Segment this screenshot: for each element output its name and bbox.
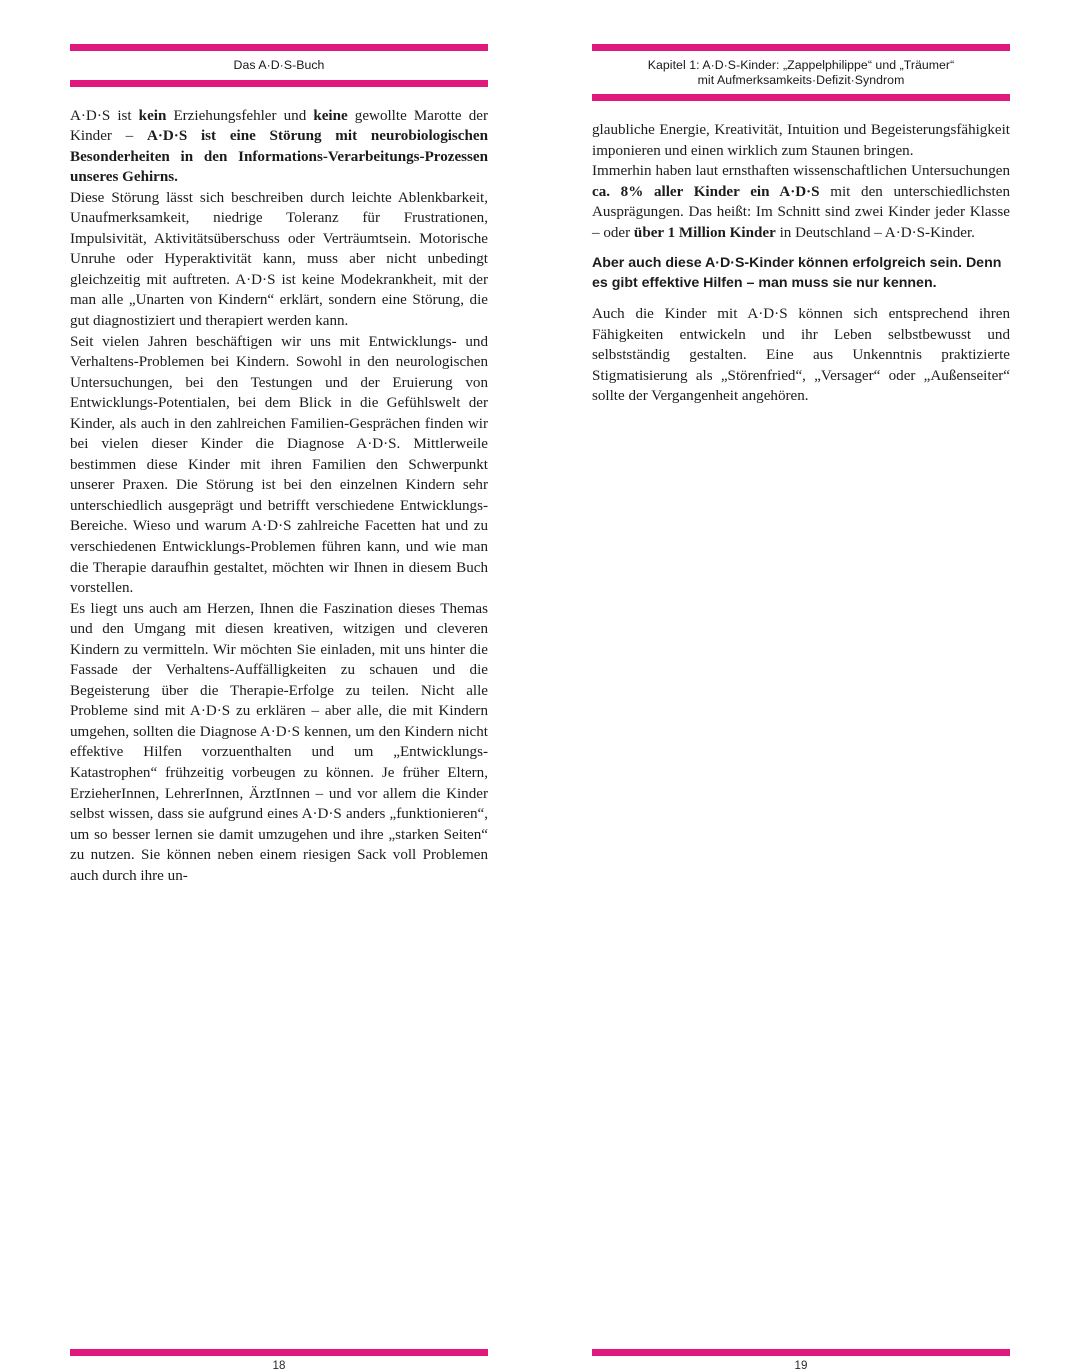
paragraph-right-3-highlight: Aber auch diese A·D·S-Kinder können erfolgreich sein. Denn es gibt effektive Hilfen – man muss sie nur kennen. <box>592 255 1002 291</box>
paragraph-left-2: Diese Störung lässt sich beschreiben durch leichte Ablenkbarkeit, Unaufmerksamkeit, niedrige Toleranz für Frustrationen, Impulsivität, Aktivitätsüberschuss oder Verträumtsein. Motorische Unruhe oder Hyperaktivität kann, muss aber nicht unbedingt gleichzeitig mit auftreten. A·D·S ist keine Modekrankheit, mit der man alle „Unarten von Kindern“ erklärt, sondern eine Störung, die gut diagnostiziert und therapiert werden kann. <box>70 189 488 329</box>
body-column-left <box>70 106 488 887</box>
header-rule-bottom-left <box>70 80 488 87</box>
header-rule-top-left <box>70 44 488 51</box>
paragraph-right-1: glaubliche Energie, Kreativität, Intuition und Begeisterungsfähigkeit imponieren und einen wirklich zum Staunen bringen. <box>592 122 1010 159</box>
paragraph-right-4: Auch die Kinder mit A·D·S können sich entsprechend ihren Fähigkeiten entwickeln und ihr Leben selbstbewusst und selbstständig gestalten. Eine aus Unkenntnis praktizierte Stigmatisierung als „Störenfried“, „Versager“ oder „Außenseiter“ sollte der Vergangenheit angehören. <box>592 306 1010 405</box>
header-rule-top-right <box>592 44 1010 51</box>
running-head-right <box>592 51 1010 94</box>
paragraph-left-3: Seit vielen Jahren beschäftigen wir uns mit Entwicklungs- und Verhaltens-Problemen bei Kindern. Sowohl in den neurologischen Untersuchungen, bei den Testungen und der Eruierung von Entwicklungs-Potentialen, bei dem Blick in die Gefühlswelt der Kinder, als auch in den zahlreichen Familien-Gesprächen finden wir bei vielen dieser Kinder die Diagnose A·D·S. Mittlerweile bestimmen diese Kinder mit ihren Familien den Schwerpunkt unserer Praxen. Die Störung ist bei den einzelnen Kindern sehr unterschiedlich ausgeprägt und betrifft verschiedene Entwicklungs-Bereiche. Wieso und warum A·D·S zahlreiche Facetten hat und zu verschiedenen Entwicklungs-Problemen führen kann, und wie man die Therapie daraufhin gestaltet, möchten wir Ihnen in diesem Buch vorstellen. <box>70 333 488 597</box>
running-head-right-line2: mit Aufmerksamkeits·Defizit·Syndrom <box>697 72 905 87</box>
page-number-left: 18 <box>272 1359 286 1372</box>
running-head-left <box>70 51 488 80</box>
paragraph-left-4: Es liegt uns auch am Herzen, Ihnen die Faszination dieses Themas und den Umgang mit diesen kreativen, witzigen und cleveren Kindern zu vermitteln. Wir möchten Sie einladen, mit uns hinter die Fassade der Verhaltens-Auffälligkeiten zu schauen und die Begeisterung über die Therapie-Erfolge zu teilen. Nicht alle Probleme sind mit A·D·S zu erklären – aber alle, die mit Kindern umgehen, sollten die Diagnose A·D·S kennen, um den Kindern nicht effektive Hilfen vorzuenthalten und um „Entwicklungs-Katastrophen“ frühzeitig vorbeugen zu können. Je früher Eltern, ErzieherInnen, LehrerInnen, ÄrztInnen – und vor allem die Kinder selbst wissen, dass sie aufgrund eines A·D·S anders „funktionieren“, um so besser lernen sie damit umzugehen und ihre „starken Seiten“ zu nutzen. Sie können neben einem riesigen Sack voll Problemen auch durch ihre un- <box>70 600 488 884</box>
page-right-content <box>592 44 1010 767</box>
running-head-right-line1: Kapitel 1: A·D·S-Kinder: „Zappelphilippe“ und „Träumer“ <box>647 58 955 72</box>
page-number-right: 19 <box>794 1359 808 1372</box>
header-rule-bottom-right <box>592 94 1010 101</box>
page-right <box>540 0 1080 1372</box>
body-column-right <box>592 120 1010 407</box>
page-left-content <box>70 44 488 884</box>
paragraph-left-1: A·D·S ist kein Erziehungsfehler und keine gewollte Marotte der Kinder – A·D·S ist eine Störung mit neurobiologischen Besonderheiten in den Informations-Verarbeitungs-Prozessen unseres Gehirns. <box>70 107 488 186</box>
running-head-left-text: Das A·D·S-Buch <box>233 58 325 72</box>
footer-right <box>592 687 1010 1372</box>
footer-rule-right <box>592 1349 1010 1356</box>
paragraph-right-2: Immerhin haben laut ernsthaften wissenschaftlichen Untersuchungen ca. 8% aller Kinder ein A·D·S mit den unterschiedlichsten Ausprägungen. Das heißt: Im Schnitt sind zwei Kinder jeder Klasse – oder über 1 Million Kinder in Deutschland – A·D·S-Kinder. <box>592 163 1010 241</box>
footer-rule-left <box>70 1349 488 1356</box>
